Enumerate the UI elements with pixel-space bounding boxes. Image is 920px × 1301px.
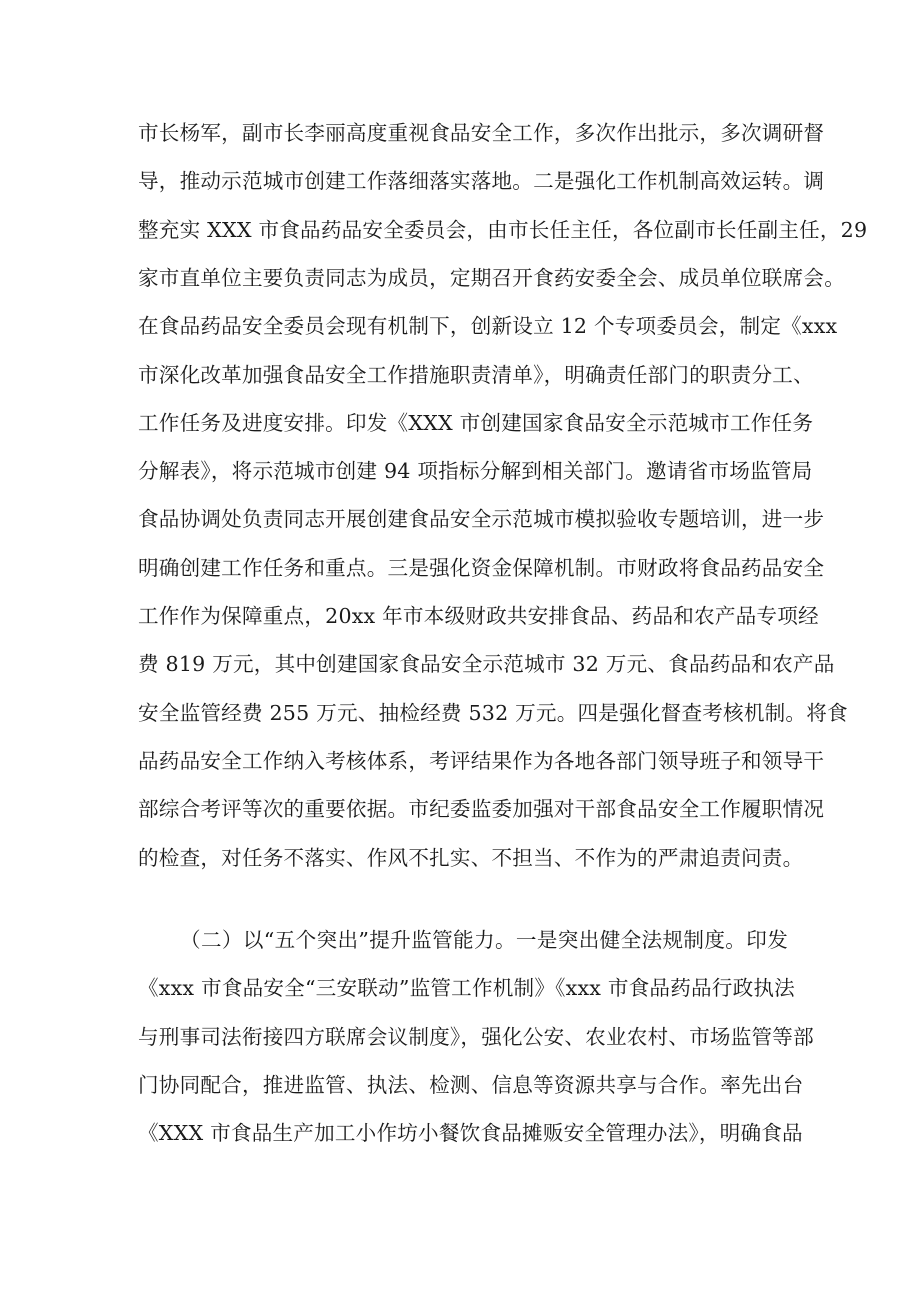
text-line: 门协同配合，推进监管、执法、检测、信息等资源共享与合作。率先出台 (138, 1072, 804, 1097)
text-line: 工作作为保障重点，20xx 年市本级财政共安排食品、药品和农产品专项经 (138, 604, 819, 628)
text-line: 家市直单位主要负责同志为成员，定期召开食药安委全会、成员单位联席会。 (138, 265, 845, 290)
text-line: 食品协调处负责同志开展创建食品安全示范城市模拟验收专题培训，进一步 (138, 507, 825, 532)
text-line: 导，推动示范城市创建工作落细落实落地。二是强化工作机制高效运转。调 (138, 169, 825, 194)
text-line: 《XXX 市食品生产加工小作坊小餐饮食品摊贩安全管理办法》，明确食品 (138, 1121, 803, 1146)
text-line: 在食品药品安全委员会现有机制下，创新设立 12 个专项委员会，制定《xxx (138, 314, 838, 339)
text-line: 部综合考评等次的重要依据。市纪委监委加强对干部食品安全工作履职情况 (138, 797, 825, 822)
text-line: 安全监管经费 255 万元、抽检经费 532 万元。四是强化督查考核机制。将食 (138, 700, 848, 725)
text-line: 与刑事司法衔接四方联席会议制度》，强化公安、农业农村、市场监管等部 (138, 1024, 814, 1049)
text-line: 的检查，对任务不落实、作风不扎实、不担当、不作为的严肃追责问责。 (138, 845, 804, 870)
text-line: 品药品安全工作纳入考核体系，考评结果作为各地各部门领导班子和领导干 (138, 748, 825, 773)
text-line: 工作任务及进度安排。印发《XXX 市创建国家食品安全示范城市工作任务 (138, 410, 814, 435)
text-line: 明确创建工作任务和重点。三是强化资金保障机制。市财政将食品药品安全 (138, 555, 825, 580)
text-line: （二）以“五个突出”提升监管能力。一是突出健全法规制度。印发 (180, 928, 788, 952)
text-line: 《xxx 市食品安全“三安联动”监管工作机制》《xxx 市食品药品行政执法 (138, 976, 795, 1001)
text-line: 费 819 万元，其中创建国家食品安全示范城市 32 万元、食品药品和农产品 (138, 652, 835, 677)
text-line: 整充实 XXX 市食品药品安全委员会，由市长任主任，各位副市长任副主任，29 (138, 217, 868, 242)
text-line: 分解表》，将示范城市创建 94 项指标分解到相关部门。邀请省市场监管局 (138, 459, 813, 484)
text-line: 市长杨军，副市长李丽高度重视食品安全工作，多次作出批示，多次调研督 (138, 121, 825, 145)
text-line: 市深化改革加强食品安全工作措施职责清单》，明确责任部门的职责分工、 (138, 362, 814, 387)
